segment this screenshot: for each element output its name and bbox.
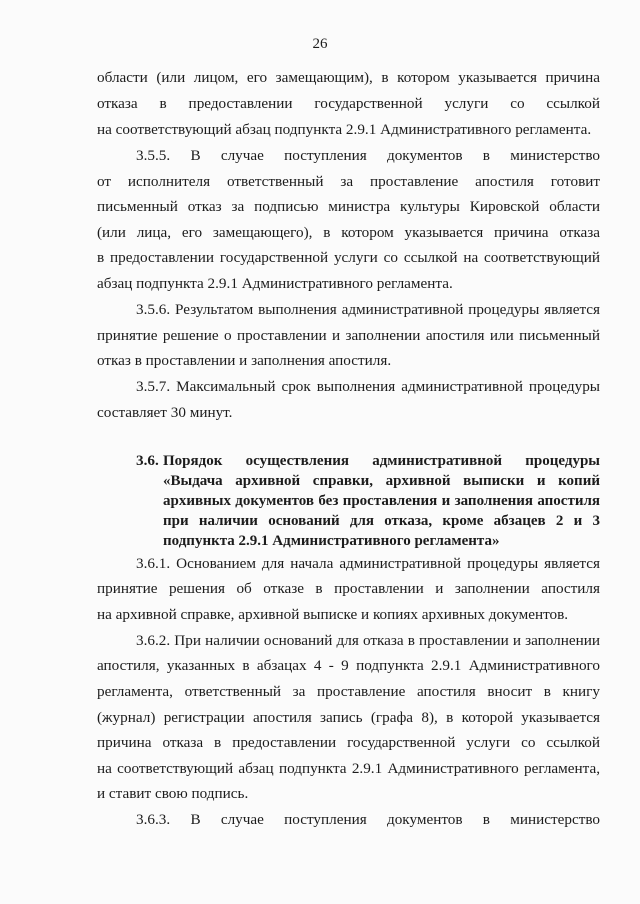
heading-line: «Выдача архивной справки, архивной выписки и копий (163, 473, 600, 489)
text-line: области (или лицом, его замещающим), в котором указывается причина (97, 69, 600, 86)
heading-line: архивных документов без проставления и заполнения апостиля (163, 493, 600, 509)
text-line: принятие решения об отказе в проставлении и заполнении апостиля (97, 580, 600, 597)
text-line: 3.6.2. При наличии оснований для отказа в проставлении и заполнении (136, 632, 600, 649)
text-line: принятие решение о проставлении и заполнении апостиля или письменный (97, 327, 600, 344)
text-line: от исполнителя ответственный за проставление апостиля готовит (97, 173, 600, 190)
text-line: письменный отказ за подписью министра культуры Кировской области (97, 198, 600, 215)
text-line: (или лица, его замещающего), в котором указывается причина отказа (97, 224, 600, 241)
text-line: 3.6.3. В случае поступления документов в министерство (136, 811, 600, 828)
text-line: 3.6.1. Основанием для начала административной процедуры является (136, 555, 600, 572)
text-line: 3.5.6. Результатом выполнения административной процедуры является (136, 301, 600, 318)
text-line: апостиля, указанных в абзацах 4 - 9 подпункта 2.9.1 Административного (97, 657, 600, 674)
text-line: 3.5.7. Максимальный срок выполнения административной процедуры (136, 378, 600, 395)
text-line: 3.5.5. В случае поступления документов в министерство (136, 147, 600, 164)
text-line: (журнал) регистрации апостиля запись (графа 8), в которой указывается (97, 709, 600, 726)
text-line: на архивной справке, архивной выписке и копиях архивных документов. (97, 606, 569, 623)
text-line: составляет 30 минут. (97, 404, 233, 421)
text-line: на соответствующий абзац подпункта 2.9.1 Административного регламента. (97, 121, 592, 138)
text-line: в предоставлении государственной услуги со ссылкой на соответствующий (97, 249, 600, 266)
text-line: причина отказа в предоставлении государственной услуги со ссылкой (97, 734, 600, 751)
text-line: отказа в предоставлении государственной услуги со ссылкой (97, 95, 600, 112)
text-line: отказ в проставлении и заполнения апостиля. (97, 352, 392, 369)
text-line: абзац подпункта 2.9.1 Административного регламента. (97, 275, 453, 292)
section-number: 3.6. (136, 452, 159, 469)
text-line: на соответствующий абзац подпункта 2.9.1 Административного регламента, (97, 760, 600, 777)
heading-line: Порядок осуществления административной процедуры (163, 453, 600, 469)
heading-line: подпункта 2.9.1 Административного регламента» (163, 533, 500, 549)
text-line: регламента, ответственный за проставление апостиля вносит в книгу (97, 683, 600, 700)
text-line: и ставит свою подпись. (97, 785, 249, 802)
page-number: 26 (312, 36, 328, 52)
heading-line: при наличии оснований для отказа, кроме абзацев 2 и 3 (163, 513, 600, 529)
